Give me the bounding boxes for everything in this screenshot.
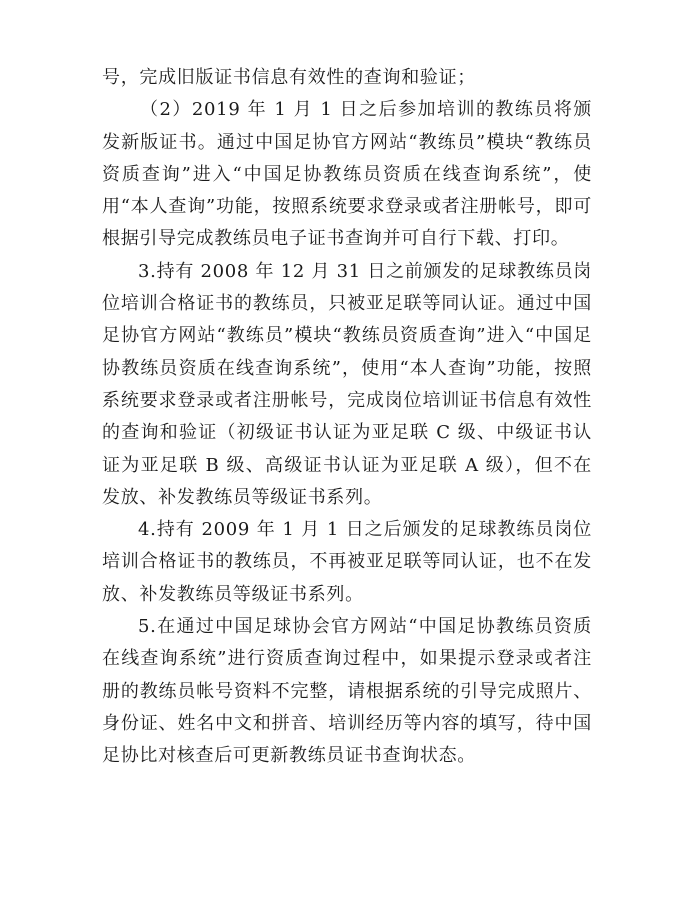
paragraph-item-5: 5.在通过中国足球协会官方网站“中国足协教练员资质在线查询系统”进行资质查询过程中，如果提示登录或者注册的教练员帐号资料不完整，请根据系统的引导完成照片、身份证、姓名中文和拼音、培训经历等内容的填写，待中国足协比对核查后可更新教练员证书查询状态。	[102, 616, 592, 767]
document-body	[102, 62, 592, 773]
paragraph-item-4: 4.持有 2009 年 1 月 1 日之后颁发的足球教练员岗位培训合格证书的教练员，不再被亚足联等同认证，也不在发放、补发教练员等级证书系列。	[102, 519, 592, 605]
paragraph-item-2: （2）2019 年 1 月 1 日之后参加培训的教练员将颁发新版证书。通过中国足协官方网站“教练员”模块“教练员资质查询”进入“中国足协教练员资质在线查询系统”，使用“本人查询”功能，按照系统要求登录或者注册帐号，即可根据引导完成教练员电子证书查询并可自行下载、打印。	[102, 99, 592, 250]
paragraph-item-3: 3.持有 2008 年 12 月 31 日之前颁发的足球教练员岗位培训合格证书的教练员，只被亚足联等同认证。通过中国足协官方网站“教练员”模块“教练员资质查询”进入“中国足协教练员资质在线查询系统”，使用“本人查询”功能，按照系统要求登录或者注册帐号，完成岗位培训证书信息有效性的查询和验证（初级证书认证为亚足联 C 级、中级证书认证为亚足联 B 级、高级证书认证为亚足联 A 级），但不在发放、补发教练员等级证书系列。	[102, 260, 592, 508]
paragraph-continuation: 号，完成旧版证书信息有效性的查询和验证；	[102, 67, 476, 88]
